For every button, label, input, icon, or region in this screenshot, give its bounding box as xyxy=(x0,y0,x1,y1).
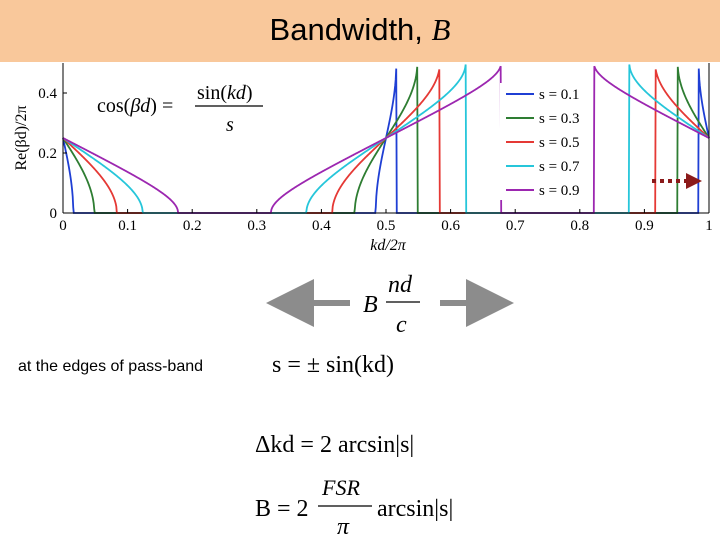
result-num: FSR xyxy=(322,475,360,500)
legend-label-1: s = 0.1 xyxy=(539,87,580,103)
x-tick-label-5: 0.5 xyxy=(376,218,396,234)
relation-num: sin(kd) xyxy=(197,82,253,104)
x-tick-label-8: 0.8 xyxy=(570,218,590,234)
y-tick-label-0: 0 xyxy=(49,206,57,222)
x-tick-label-3: 0.3 xyxy=(247,218,267,234)
x-tick-label-7: 0.7 xyxy=(505,218,525,234)
relation-equation xyxy=(97,82,263,136)
x-tick-label-2: 0.2 xyxy=(182,218,202,234)
x-tick-label-9: 0.9 xyxy=(635,218,654,234)
chart-curves xyxy=(63,64,709,213)
fraction-num: nd xyxy=(388,272,412,298)
y-axis-label: Re(βd)/2π xyxy=(13,105,30,171)
edge-condition: s = ± sin(kd) xyxy=(272,352,395,378)
x-tick-label-0: 0 xyxy=(59,218,67,234)
result-rhs: arcsin|s| xyxy=(377,496,454,522)
legend-label-2: s = 0.3 xyxy=(539,111,580,127)
x-tick-label-10: 1 xyxy=(705,218,713,234)
y-tick-label-2: 0.4 xyxy=(38,86,57,102)
bandwidth-result xyxy=(255,475,453,540)
legend-label-3: s = 0.5 xyxy=(539,135,580,151)
chart-axes xyxy=(13,63,713,254)
relation-lhs: cos(βd) = xyxy=(97,95,174,117)
x-tick-label-4: 0.4 xyxy=(312,218,331,234)
legend-label-5: s = 0.9 xyxy=(539,183,580,199)
x-tick-label-6: 0.6 xyxy=(441,218,460,234)
x-axis-label: kd/2π xyxy=(370,237,406,254)
edges-label: at the edges of pass-band xyxy=(18,358,204,375)
y-tick-label-1: 0.2 xyxy=(38,146,57,162)
bandwidth-fraction xyxy=(290,272,490,338)
result-lhs: B = 2 xyxy=(255,496,309,522)
title-variable: B xyxy=(431,12,451,47)
relation-den: s xyxy=(226,114,234,136)
dotted-arrow-head xyxy=(686,173,702,189)
fraction-den: c xyxy=(396,312,407,338)
legend-label-4: s = 0.7 xyxy=(539,159,580,175)
chart-legend xyxy=(500,83,580,200)
x-tick-label-1: 0.1 xyxy=(118,218,137,234)
fraction-lhs: B xyxy=(363,292,378,318)
result-den: π xyxy=(337,514,350,540)
delta-kd-equation: Δkd = 2 arcsin|s| xyxy=(255,432,415,458)
title-text: Bandwidth, xyxy=(269,12,432,47)
